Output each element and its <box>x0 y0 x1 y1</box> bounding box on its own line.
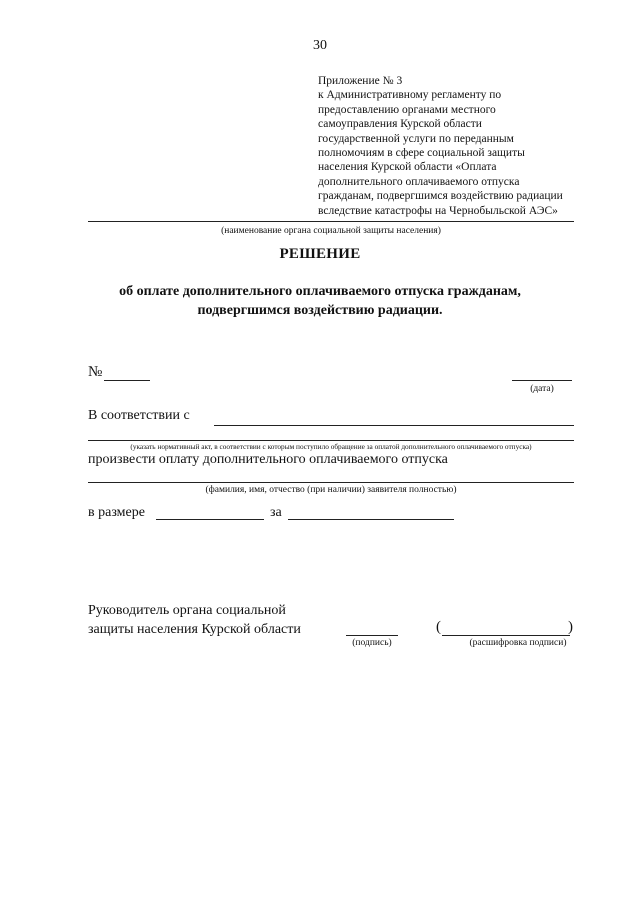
appendix-line: дополнительного оплачиваемого отпуска <box>318 175 520 188</box>
signatory-line: Руководитель органа социальной <box>88 603 286 618</box>
subtitle-line: подвергшимся воздействию радиации. <box>197 303 443 318</box>
appendix-line: Приложение № 3 <box>318 75 403 87</box>
authority-caption: (наименование органа социальной защиты населения) <box>221 226 441 236</box>
date-caption: (дата) <box>530 384 554 394</box>
amount-label: в размере <box>88 505 145 520</box>
name-caption: (фамилия, имя, отчество (при наличии) заявителя полностью) <box>205 485 457 495</box>
amount-line[interactable] <box>156 519 264 520</box>
act-caption: (указать нормативный акт, в соответствии с которым поступило обращение за оплатой дополнительного оплачиваемого отпуска) <box>130 442 532 451</box>
appendix-line: предоставлению органами местного <box>318 103 496 116</box>
appendix-line: полномочиям в сфере социальной защиты <box>318 147 525 160</box>
document-subtitle <box>80 282 560 320</box>
signature-transcript-line[interactable] <box>442 635 570 636</box>
appendix-line: к Административному регламенту по <box>318 89 502 102</box>
appendix-line: вследствие катастрофы на Чернобыльской АЭС» <box>318 204 558 217</box>
signatory-line: защиты населения Курской области <box>88 622 301 637</box>
document-title: РЕШЕНИЕ <box>279 246 361 262</box>
number-line[interactable] <box>104 380 150 381</box>
signature-line[interactable] <box>346 635 398 636</box>
subtitle-line: об оплате дополнительного оплачиваемого отпуска гражданам, <box>119 284 521 299</box>
period-line[interactable] <box>288 519 454 520</box>
authority-name-line[interactable] <box>88 221 574 222</box>
signature-caption: (подпись) <box>352 638 392 648</box>
pay-text: произвести оплату дополнительного оплачиваемого отпуска <box>88 452 448 467</box>
for-label: за <box>270 505 282 520</box>
transcript-close-paren: ) <box>568 619 573 635</box>
signatory-title <box>88 601 301 639</box>
applicant-name-line[interactable] <box>88 482 574 483</box>
act-line[interactable] <box>88 440 574 441</box>
appendix-line: государственной услуги по переданным <box>318 132 514 145</box>
number-label: № <box>88 364 103 380</box>
accordance-line[interactable] <box>214 425 574 426</box>
page-number: 30 <box>313 38 327 53</box>
appendix-line: гражданам, подвергшимся воздействию радиации <box>318 190 563 203</box>
transcript-open-paren: ( <box>436 619 441 635</box>
appendix-line: самоуправления Курской области <box>318 118 482 131</box>
transcript-caption: (расшифровка подписи) <box>469 638 567 648</box>
date-line[interactable] <box>512 380 572 381</box>
appendix-note <box>318 74 588 218</box>
appendix-line: населения Курской области «Оплата <box>318 161 497 174</box>
accordance-label: В соответствии с <box>88 408 190 423</box>
